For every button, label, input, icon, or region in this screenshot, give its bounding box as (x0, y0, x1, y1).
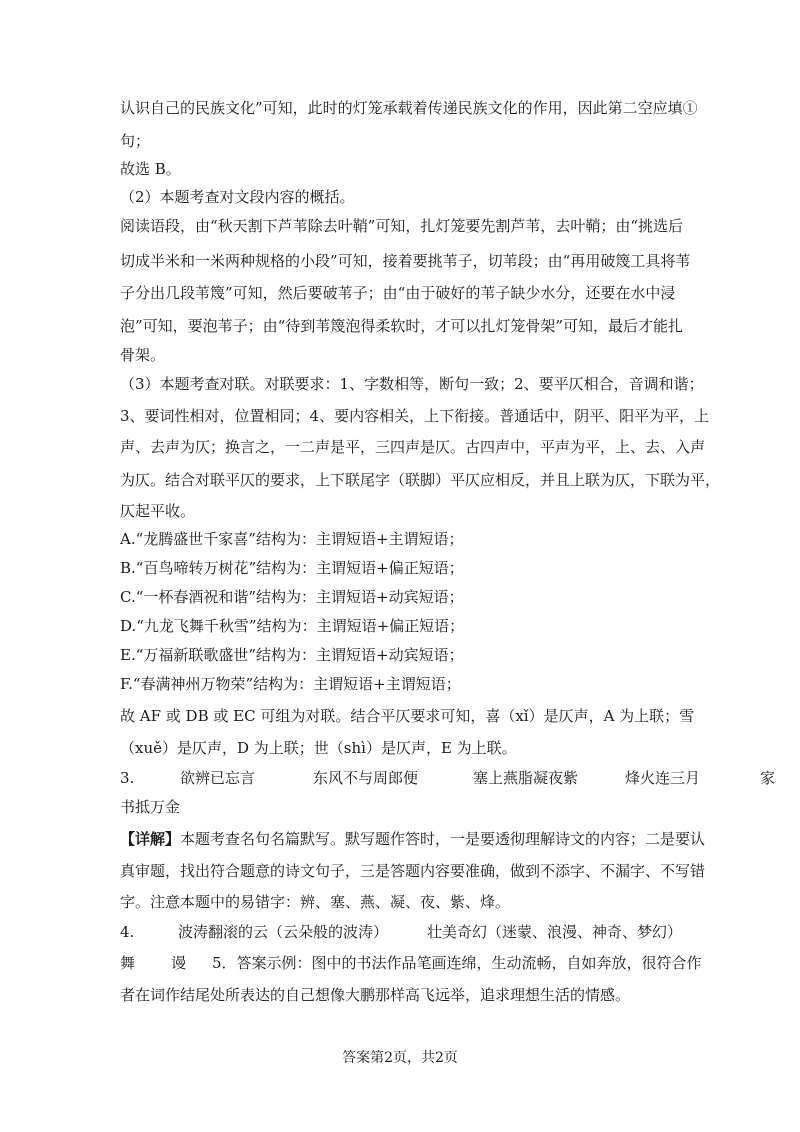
text-line: 切成半米和一米两种规格的小段”可知，接着要挑苇子，切苇段；由“再用破篾工具将苇 (120, 252, 691, 270)
text-line: 真审题，找出符合题意的诗文句子，三是答题内容要准确，做到不添字、不漏字、不写错 (120, 862, 706, 880)
q5-answer: 5．答案示例：图中的书法作品笔画连绵，生动流畅，自如奔放，很符合作 (212, 954, 702, 972)
text-line: （2）本题考查对文段内容的概括。 (120, 188, 355, 206)
text-line: E.“万福新联歌盛世”结构为：主谓短语+动宾短语； (120, 646, 464, 664)
detail-line (120, 829, 705, 849)
text-line: 仄起平收。 (120, 502, 196, 520)
text-line: D.“九龙飞舞千秋雪”结构为：主谓短语+偏正短语； (120, 617, 465, 635)
answer-blank-1: 欲辨已忘言 (180, 769, 256, 787)
text-line: F.“春满神州万物荣”结构为：主谓短语+主谓短语； (120, 675, 461, 693)
text-line: 故选 B。 (120, 160, 181, 178)
answer-blank-2: 壮美奇幻（迷蒙、浪漫、神奇、梦幻） (427, 923, 683, 941)
text-line: 声、去声为仄；换言之，一二声是平，三四声是仄。古四声中，平声为平，上、去、入声 (120, 438, 706, 456)
text-line: 故 AF 或 DB 或 EC 可组为对联。结合平仄要求可知，喜（xǐ）是仄声，A 为上联；雪 (120, 707, 695, 725)
detail-tag: 【详解】 (120, 830, 181, 848)
text-line: （3）本题考查对联。对联要求：1、字数相等，断句一致；2、要平仄相合，音调和谐； (120, 375, 704, 393)
text-line: C.“一杯春酒祝和谐”结构为：主谓短语+动宾短语； (120, 588, 464, 606)
text-line: 骨架。 (120, 346, 166, 364)
text-line: 认识自己的民族文化”可知，此时的灯笼承载着传递民族文化的作用，因此第二空应填① (120, 99, 698, 117)
page-footer: 答案第2页，共2页 (342, 1050, 458, 1066)
text-line: A.“龙腾盛世千家喜”结构为：主谓短语+主谓短语； (120, 530, 464, 548)
detail-text: 本题考查名句名篇默写。默写题作答时，一是要透彻理解诗文的内容；二是要认 (180, 830, 706, 848)
text-line: B.“百鸟啼转万树花”结构为：主谓短语+偏正短语； (120, 559, 464, 577)
answer-blank-3: 舞 (120, 954, 136, 972)
text-line: 泡”可知，要泡苇子；由“待到苇篾泡得柔软时，才可以扎灯笼骨架”可知，最后才能扎 (120, 317, 684, 335)
question-number: 4. (120, 923, 135, 941)
answer-blank-1: 波涛翻滚的云（云朵般的波涛） (178, 923, 389, 941)
text-line: （xuě）是仄声，D 为上联；世（shì）是仄声，E 为上联。 (120, 739, 517, 757)
text-line: 字。注意本题中的易错字：辨、塞、燕、凝、夜、紫、烽。 (120, 893, 511, 911)
answer-blank-5: 家 (760, 769, 776, 787)
answer-blank-2: 东风不与周郎便 (313, 769, 419, 787)
text-line: 子分出几段苇篾”可知，然后要破苇子；由“由于破好的苇子缺少水分，还要在水中浸 (120, 284, 676, 302)
answer-blank-4: 谩 (171, 954, 187, 972)
answer-blank-4: 烽火连三月 (625, 769, 701, 787)
text-line: 句； (120, 132, 151, 150)
text-line: 3、要词性相对，位置相同；4、要内容相关，上下衔接。普通话中，阴平、阳平为平，上 (120, 407, 710, 425)
text-line: 者在词作结尾处所表达的自己想像大鹏那样高飞远举，追求理想生活的情感。 (120, 986, 631, 1004)
text-line: 书抵万金 (120, 798, 181, 816)
text-line: 阅读语段，由“秋天割下芦苇除去叶鞘”可知，扎灯笼要先割芦苇，去叶鞘；由“挑选后 (120, 217, 684, 235)
answer-blank-3: 塞上燕脂凝夜紫 (473, 769, 579, 787)
question-number: 3. (120, 769, 135, 787)
text-line: 为仄。结合对联平仄的要求，上下联尾字（联脚）平仄应相反，并且上联为仄，下联为平， (120, 471, 721, 489)
